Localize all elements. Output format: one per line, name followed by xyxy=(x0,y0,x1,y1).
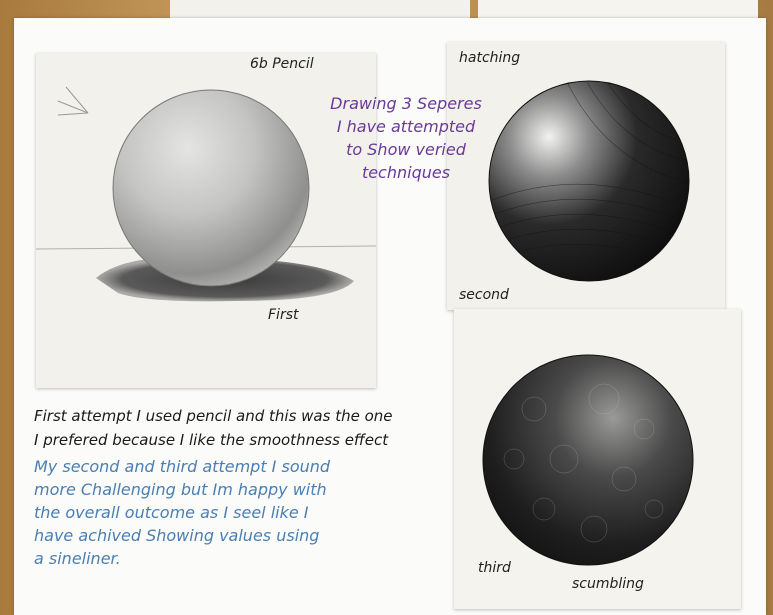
pencil-sphere-drawing xyxy=(36,53,376,388)
label-first: First xyxy=(268,307,299,323)
label-second: second xyxy=(459,287,509,303)
reflection-blue-line: more Challenging but Im happy with xyxy=(34,480,327,499)
reflection-black-line: I prefered because I like the smoothness effect xyxy=(34,431,389,449)
intro-note-line: to Show veried xyxy=(346,140,466,159)
reflection-blue-line: My second and third attempt I sound xyxy=(34,457,331,476)
hatching-sphere-drawing xyxy=(447,42,725,310)
intro-note-line: techniques xyxy=(361,163,451,182)
intro-note-line: Drawing 3 Seperes xyxy=(330,94,482,113)
label-6b-pencil: 6b Pencil xyxy=(250,56,314,72)
reflection-blue xyxy=(34,455,330,570)
label-scumbling: scumbling xyxy=(572,576,644,592)
reflection-blue-line: the overall outcome as I seel like I xyxy=(34,503,309,522)
reflection-black-line: First attempt I used pencil and this was the one xyxy=(34,407,393,425)
reflection-blue-line: have achived Showing values using xyxy=(34,526,320,545)
reflection-blue-line: a sineliner. xyxy=(34,549,121,568)
intro-note-line: I have attempted xyxy=(336,117,476,136)
label-third: third xyxy=(478,560,511,576)
reflection-black xyxy=(34,404,393,452)
label-hatching: hatching xyxy=(459,50,521,66)
intro-note xyxy=(326,92,486,184)
